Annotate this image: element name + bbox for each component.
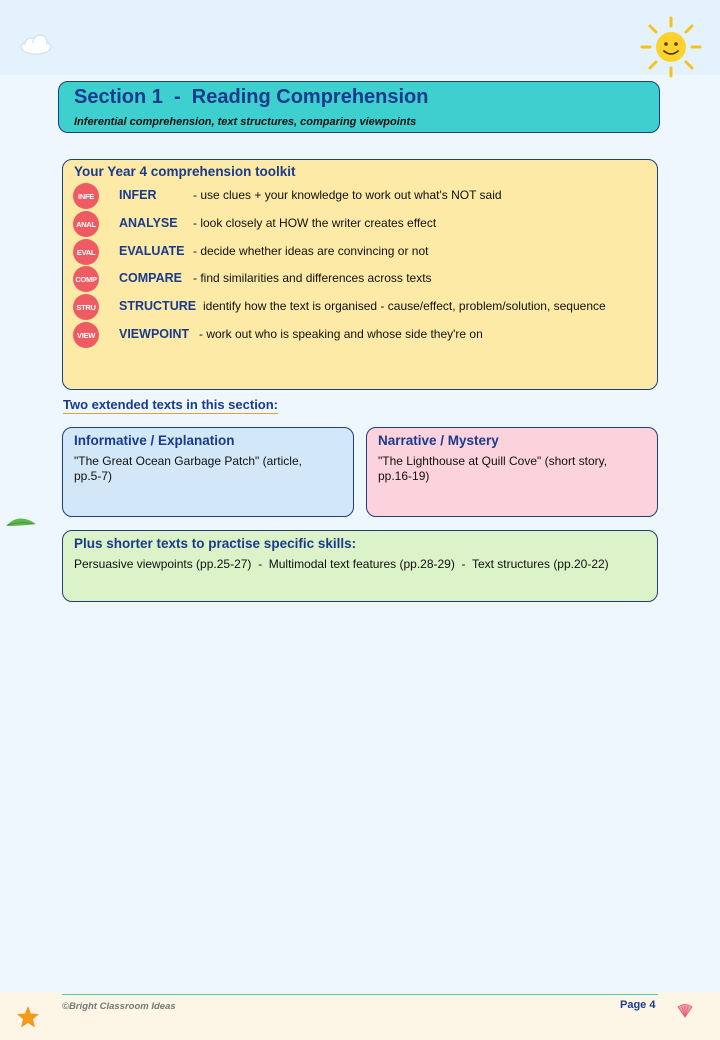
footer-divider — [62, 994, 658, 995]
informative-card — [62, 427, 354, 517]
skill-description: - work out who is speaking and whose side they're on — [199, 327, 483, 341]
informative-text: "The Great Ocean Garbage Patch" (article, pp.5-7) — [74, 454, 302, 483]
star-icon — [16, 1005, 40, 1029]
toolkit-item-compare — [73, 266, 653, 292]
shell-icon — [676, 1003, 694, 1019]
section-subtitle: Inferential comprehension, text structures, comparing viewpoints — [74, 116, 417, 128]
toolkit-item-structure — [73, 294, 653, 320]
toolkit-title: Your Year 4 comprehension toolkit — [74, 164, 296, 179]
skill-name: EVALUATE — [119, 244, 185, 258]
skill-description: identify how the text is organised - cause/effect, problem/solution, sequence — [203, 299, 606, 313]
toolkit-item-analyse — [73, 211, 653, 237]
skill-badge: COMP — [73, 266, 99, 292]
skill-description: - look closely at HOW the writer creates effect — [193, 216, 437, 230]
skill-name: VIEWPOINT — [119, 327, 190, 341]
extended-texts-heading: Two extended texts in this section: — [63, 397, 279, 412]
skill-badge: STRU — [73, 294, 99, 320]
page-number: Page 4 — [620, 999, 656, 1011]
skill-badge: INFE — [73, 183, 99, 209]
toolkit-item-infer — [73, 183, 653, 209]
toolkit-item-viewpoint — [73, 322, 653, 348]
skill-badge: VIEW — [73, 322, 99, 348]
top-band — [0, 0, 720, 75]
shorter-texts-box — [62, 530, 658, 602]
shorter-texts-list: Persuasive viewpoints (pp.25-27) - Multimodal text features (pp.28-29) - Text structures (pp.20-22) — [74, 557, 609, 571]
informative-title: Informative / Explanation — [74, 433, 235, 448]
skill-name: STRUCTURE — [119, 299, 197, 313]
bottom-band — [0, 992, 720, 1040]
skill-badge: EVAL — [73, 239, 99, 265]
skill-name: INFER — [119, 188, 157, 202]
toolkit-box — [62, 159, 658, 390]
leaf-icon — [5, 514, 37, 530]
cloud-icon — [18, 34, 54, 56]
skill-name: ANALYSE — [119, 216, 178, 230]
skill-description: - use clues + your knowledge to work out what's NOT said — [193, 188, 502, 202]
footer-credit: ©Bright Classroom Ideas — [62, 1001, 176, 1012]
toolkit-item-evaluate — [73, 239, 653, 265]
skill-description: - find similarities and differences across texts — [193, 271, 432, 285]
skill-description: - decide whether ideas are convincing or not — [193, 244, 429, 258]
shorter-texts-title: Plus shorter texts to practise specific skills: — [74, 536, 357, 551]
section-title: Section 1 - Reading Comprehension — [74, 86, 429, 108]
skill-name: COMPARE — [119, 271, 182, 285]
narrative-card — [366, 427, 658, 517]
skill-badge: ANAL — [73, 211, 99, 237]
narrative-title: Narrative / Mystery — [378, 433, 499, 448]
narrative-text: "The Lighthouse at Quill Cove" (short story, pp.16-19) — [378, 454, 608, 483]
sun-icon — [640, 16, 702, 78]
section-header — [58, 81, 660, 133]
